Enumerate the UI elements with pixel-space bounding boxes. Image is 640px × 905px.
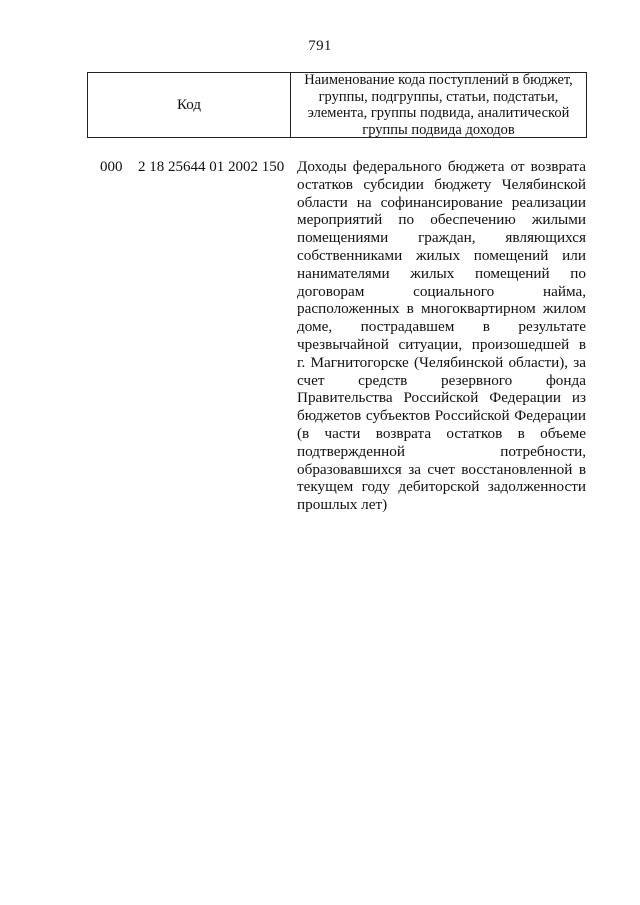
description-line: г. Магнитогорске (Челябинской области), за [297,353,586,371]
description-line: договорам социального найма, [297,282,586,300]
header-name-cell: Наименование кода поступлений в бюджет, группы, подгруппы, статьи, подстатьи, элемента, группы подвида, аналитической группы подвида доходов [304,72,573,138]
description-line: бюджетов субъектов Российской Федерации [297,407,586,425]
description-line: счет средств резервного фонда [297,371,586,389]
description-line: подтвержденной потребности, [297,442,586,460]
admin-code: 000 [100,159,123,175]
description-line: чрезвычайной ситуации, произошедшей в [297,335,586,353]
description-line: Доходы федерального бюджета от возврата [297,158,586,175]
income-description [297,158,586,514]
header-code-cell: Код [88,73,291,137]
description-line: мероприятий по обеспечению жилыми [297,211,586,229]
page-number: 791 [308,38,332,54]
description-line: помещениями граждан, являющихся [297,229,586,247]
description-line: образовавшихся за счет восстановленной в [297,460,586,478]
description-line: собственниками жилых помещений или [297,246,586,264]
description-line: области на софинансирование реализации [297,193,586,211]
income-code: 2 18 25644 01 2002 150 [138,159,285,175]
description-line: расположенных в многоквартирном жилом [297,300,586,318]
description-line: текущем году дебиторской задолженности [297,478,586,496]
description-line: доме, пострадавшем в результате [297,318,586,336]
description-line: (в части возврата остатков в объеме [297,424,586,442]
table-header [87,72,587,138]
description-line: прошлых лет) [297,496,388,514]
description-line: нанимателями жилых помещений по [297,264,586,282]
description-line: остатков субсидии бюджету Челябинской [297,175,586,193]
description-line: Правительства Российской Федерации из [297,389,586,407]
